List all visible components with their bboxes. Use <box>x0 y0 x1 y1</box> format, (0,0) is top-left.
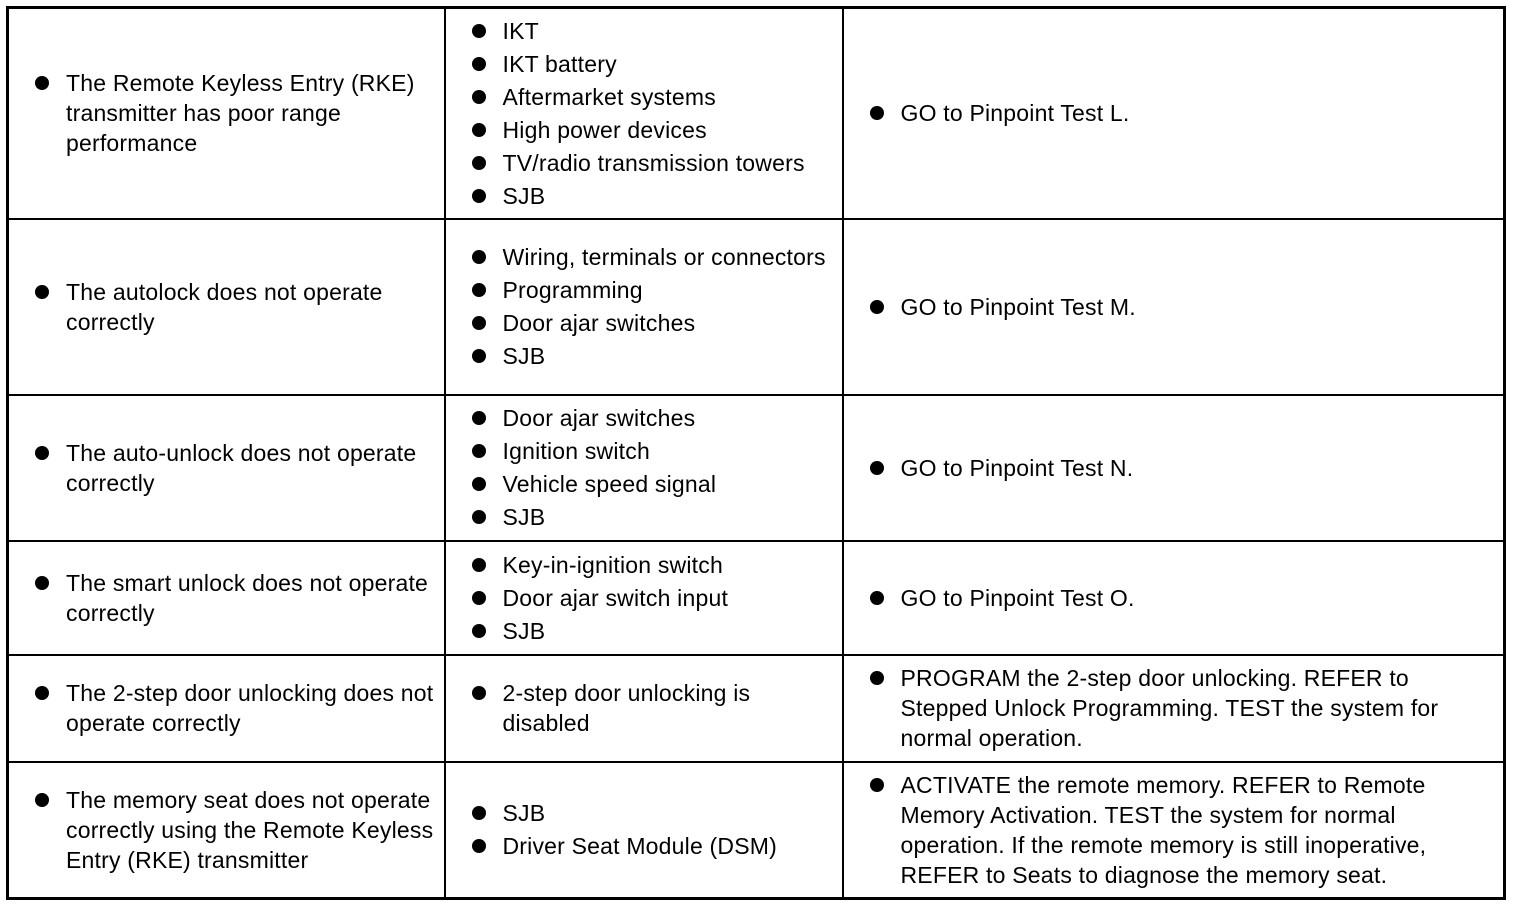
causes-cell <box>445 395 843 541</box>
table-row <box>8 655 1505 762</box>
symptom-text: The 2-step door unlocking does not operate correctly <box>9 678 444 738</box>
action-text: GO to Pinpoint Test N. <box>844 453 1504 483</box>
cause-item: Ignition switch <box>446 436 842 466</box>
action-cell <box>843 541 1505 655</box>
table-row <box>8 541 1505 655</box>
cause-item: IKT <box>446 16 842 46</box>
causes-cell <box>445 8 843 219</box>
cause-item: Vehicle speed signal <box>446 469 842 499</box>
action-cell <box>843 762 1505 899</box>
cause-item: Door ajar switches <box>446 403 842 433</box>
action-cell <box>843 219 1505 395</box>
cause-item: Programming <box>446 275 842 305</box>
cause-item: Door ajar switches <box>446 308 842 338</box>
table-row <box>8 219 1505 395</box>
cause-item: Aftermarket systems <box>446 82 842 112</box>
cause-item: TV/radio transmission towers <box>446 148 842 178</box>
causes-cell <box>445 762 843 899</box>
cause-item: Driver Seat Module (DSM) <box>446 831 842 861</box>
symptom-text: The Remote Keyless Entry (RKE) transmitter has poor range performance <box>9 68 444 158</box>
causes-cell <box>445 655 843 762</box>
cause-item: SJB <box>446 502 842 532</box>
action-text: GO to Pinpoint Test M. <box>844 292 1504 322</box>
symptom-chart-table <box>6 6 1506 900</box>
symptom-text: The smart unlock does not operate correctly <box>9 568 444 628</box>
symptom-cell <box>8 219 445 395</box>
cause-item: SJB <box>446 616 842 646</box>
cause-item: Key-in-ignition switch <box>446 550 842 580</box>
action-cell <box>843 395 1505 541</box>
symptom-cell <box>8 655 445 762</box>
symptom-text: The autolock does not operate correctly <box>9 277 444 337</box>
action-text: ACTIVATE the remote memory. REFER to Remote Memory Activation. TEST the system for normal operation. If the remote memory is still inoperative, REFER to Seats to diagnose the memory seat. <box>844 770 1504 890</box>
symptom-cell <box>8 541 445 655</box>
causes-cell <box>445 219 843 395</box>
symptom-text: The memory seat does not operate correctly using the Remote Keyless Entry (RKE) transmitter <box>9 785 444 875</box>
action-text: GO to Pinpoint Test L. <box>844 98 1504 128</box>
action-text: GO to Pinpoint Test O. <box>844 583 1504 613</box>
table-row <box>8 762 1505 899</box>
symptom-cell <box>8 762 445 899</box>
table-row <box>8 395 1505 541</box>
symptom-text: The auto-unlock does not operate correctly <box>9 438 444 498</box>
action-cell <box>843 8 1505 219</box>
cause-item: Door ajar switch input <box>446 583 842 613</box>
causes-cell <box>445 541 843 655</box>
symptom-cell <box>8 395 445 541</box>
cause-item: SJB <box>446 341 842 371</box>
table-row <box>8 8 1505 219</box>
cause-item: 2-step door unlocking is disabled <box>446 678 842 738</box>
cause-item: SJB <box>446 798 842 828</box>
cause-item: SJB <box>446 181 842 211</box>
action-text: PROGRAM the 2-step door unlocking. REFER to Stepped Unlock Programming. TEST the system for normal operation. <box>844 663 1504 753</box>
action-cell <box>843 655 1505 762</box>
cause-item: High power devices <box>446 115 842 145</box>
cause-item: IKT battery <box>446 49 842 79</box>
symptom-cell <box>8 8 445 219</box>
cause-item: Wiring, terminals or connectors <box>446 242 842 272</box>
